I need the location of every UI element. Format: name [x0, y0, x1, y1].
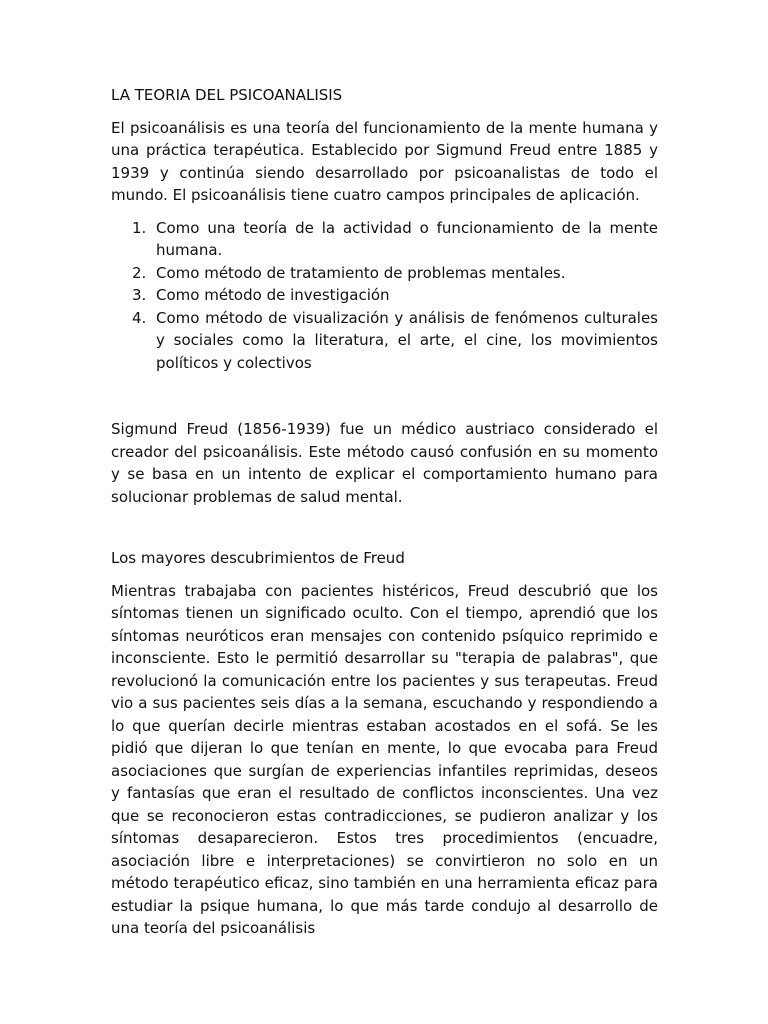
list-item [111, 307, 658, 375]
document-title: LA TEORIA DEL PSICOANALISIS [111, 86, 343, 104]
list-item [111, 217, 658, 262]
list-item-text: Como una teoría de la actividad o funcionamiento de la mente humana. [156, 218, 658, 259]
list-item-number: 3. [132, 286, 147, 304]
intro-paragraph: El psicoanálisis es una teoría del funcionamiento de la mente humana y una práctica terapéutica. Establecido por Sigmund Freud entre 1885 y 1939 y continúa siendo desarrollado por psicoanalistas de todo el mundo. El psicoanálisis tiene cuatro campos principales de aplicación. [111, 118, 658, 204]
list-item-number: 4. [132, 308, 147, 327]
list-item-text: Como método de visualización y análisis de fenómenos culturales y sociales como la literatura, el arte, el cine, los movimientos políticos y colectivos [156, 308, 658, 372]
document-page [111, 84, 658, 950]
list-item-text: Como método de tratamiento de problemas mentales. [156, 263, 566, 282]
discoveries-paragraph: Mientras trabajaba con pacientes histéricos, Freud descubrió que los síntomas tienen un significado oculto. Con el tiempo, aprendió que los síntomas neuróticos eran mensajes con contenido psíquico reprimido e inconsciente. Esto le permitió desarrollar su "terapia de palabras", que revolucionó la comunicación entre los pacientes y sus terapeutas. Freud vio a sus pacientes seis días a la semana, escuchando y respondiendo a lo que querían decirle mientras estaban acostados en el sofá. Se les pidió que dijeran lo que tenían en mente, lo que evocaba para Freud asociaciones que surgían de experiencias infantiles reprimidas, deseos y fantasías que eran el resultado de conflictos inconscientes. Una vez que se reconocieron estas contradicciones, se pudieron analizar y los síntomas desaparecieron. Estos tres procedimientos (encuadre, asociación libre e interpretaciones) se convirtieron no solo en un método terapéutico eficaz, sino también en una herramienta eficaz para estudiar la psique humana, lo que más tarde condujo al desarrollo de una teoría del psicoanálisis [111, 581, 658, 937]
list-item-text: Como método de investigación [156, 286, 390, 304]
list-item [111, 262, 658, 285]
list-item [111, 284, 658, 307]
list-item-number: 2. [132, 263, 147, 282]
freud-paragraph: Sigmund Freud (1856-1939) fue un médico austriaco considerado el creador del psicoanálisis. Este método causó confusión en su momento y se basa en un intento de explicar el comportamiento humano para solucionar problemas de salud mental. [111, 420, 658, 506]
blank-line [111, 384, 658, 418]
list-item-number: 1. [132, 218, 147, 237]
section-title: Los mayores descubrimientos de Freud [111, 549, 405, 567]
blank-line [111, 518, 658, 547]
applications-list [111, 217, 658, 375]
